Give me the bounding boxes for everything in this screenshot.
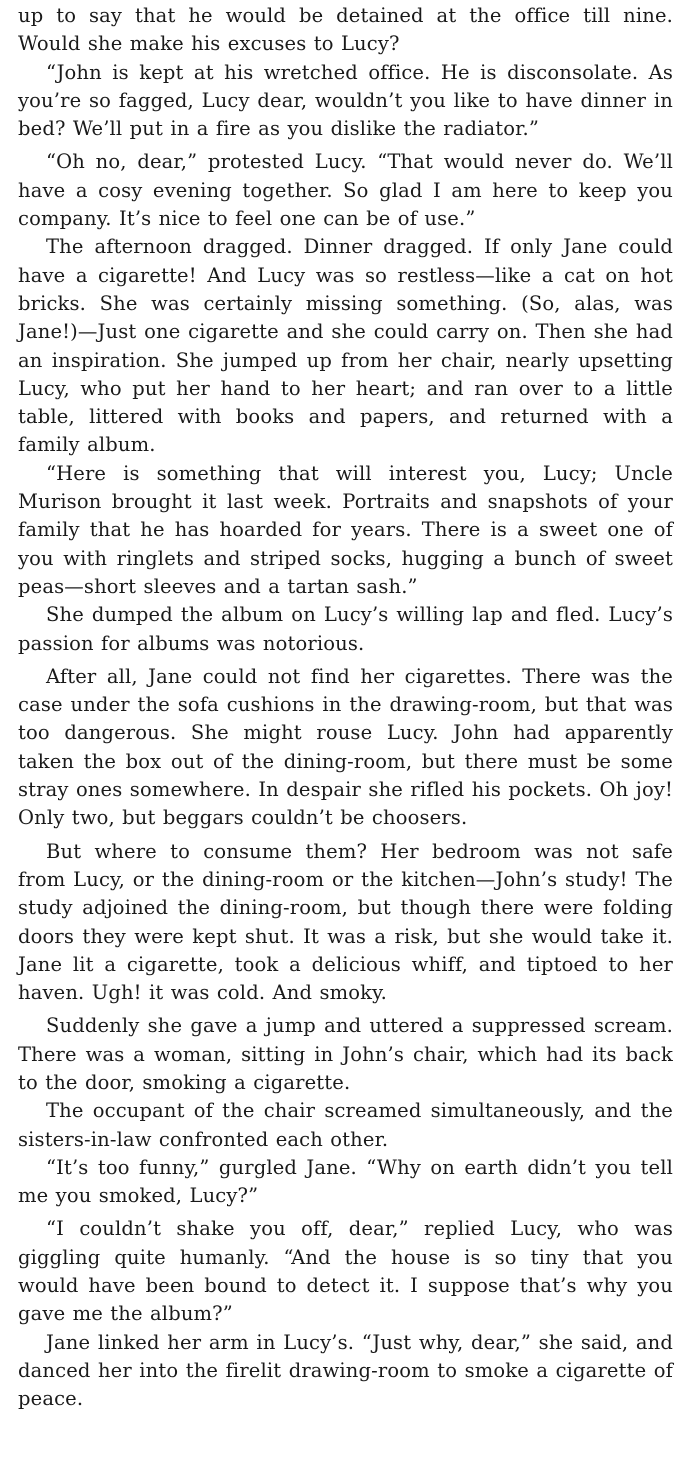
paragraph: Jane linked her arm in Lucy’s. “Just why, dear,” she said, and danced her into the firelit drawing-room to smoke a cigarette of peace.: [18, 1330, 673, 1411]
paragraph: Suddenly she gave a jump and uttered a suppressed scream. There was a woman, sitting in John’s chair, which had its back to the door, smoking a cigarette.: [18, 1014, 673, 1094]
paragraph: “Here is something that will interest you, Lucy; Uncle Murison brought it last week. Portraits and snapshots of your family that he has hoarded for years. There is a sweet one of you with ringlets and striped socks, hugging a bunch of sweet peas—short sleeves and a tartan sash.”: [18, 461, 673, 598]
paragraph: She dumped the album on Lucy’s willing lap and fled. Lucy’s passion for albums was notorious.: [18, 603, 673, 655]
paragraph: The occupant of the chair screamed simultaneously, and the sisters-in-law confronted each other.: [18, 1099, 673, 1151]
paragraph: “Oh no, dear,” protested Lucy. “That would never do. We’ll have a cosy evening together. So glad I am here to keep you company. It’s nice to feel one can be of use.”: [18, 150, 673, 231]
paragraph: The afternoon dragged. Dinner dragged. If only Jane could have a cigarette! And Lucy was so restless—like a cat on hot bricks. She was certainly missing something. (So, alas, was Jane!)—Just one cigarette and she could carry on. Then she had an inspiration. She jumped up from her chair, nearly upsetting Lucy, who put her hand to her heart; and ran over to a little table, littered with books and papers, and returned with a family album.: [18, 235, 673, 457]
paragraph: “John is kept at his wretched office. He is disconsolate. As you’re so fagged, Lucy dear, wouldn’t you like to have dinner in bed? We’ll put in a fire as you dislike the radiator.”: [18, 60, 673, 141]
paragraph: up to say that he would be detained at the office till nine. Would she make his excuses to Lucy?: [18, 4, 673, 56]
paragraph: After all, Jane could not find her cigarettes. There was the case under the sofa cushions in the drawing-room, but that was too dangerous. She might rouse Lucy. John had apparently taken the box out of the dining-room, but there must be some stray ones somewhere. In despair she rifled his pockets. Oh joy! Only two, but beggars couldn’t be choosers.: [18, 664, 673, 830]
paragraph: “It’s too funny,” gurgled Jane. “Why on earth didn’t you tell me you smoked, Lucy?”: [18, 1155, 673, 1208]
paragraph: “I couldn’t shake you off, dear,” replied Lucy, who was giggling quite humanly. “And the house is so tiny that you would have been bound to detect it. I suppose that’s why you gave me the album?”: [18, 1217, 673, 1326]
paragraph: But where to consume them? Her bedroom was not safe from Lucy, or the dining-room or the kitchen—John’s study! The study adjoined the dining-room, but though there were folding doors they were kept shut. It was a risk, but she would take it. Jane lit a cigarette, took a delicious whiff, and tiptoed to her haven. Ugh! it was cold. And smoky.: [18, 839, 673, 1005]
